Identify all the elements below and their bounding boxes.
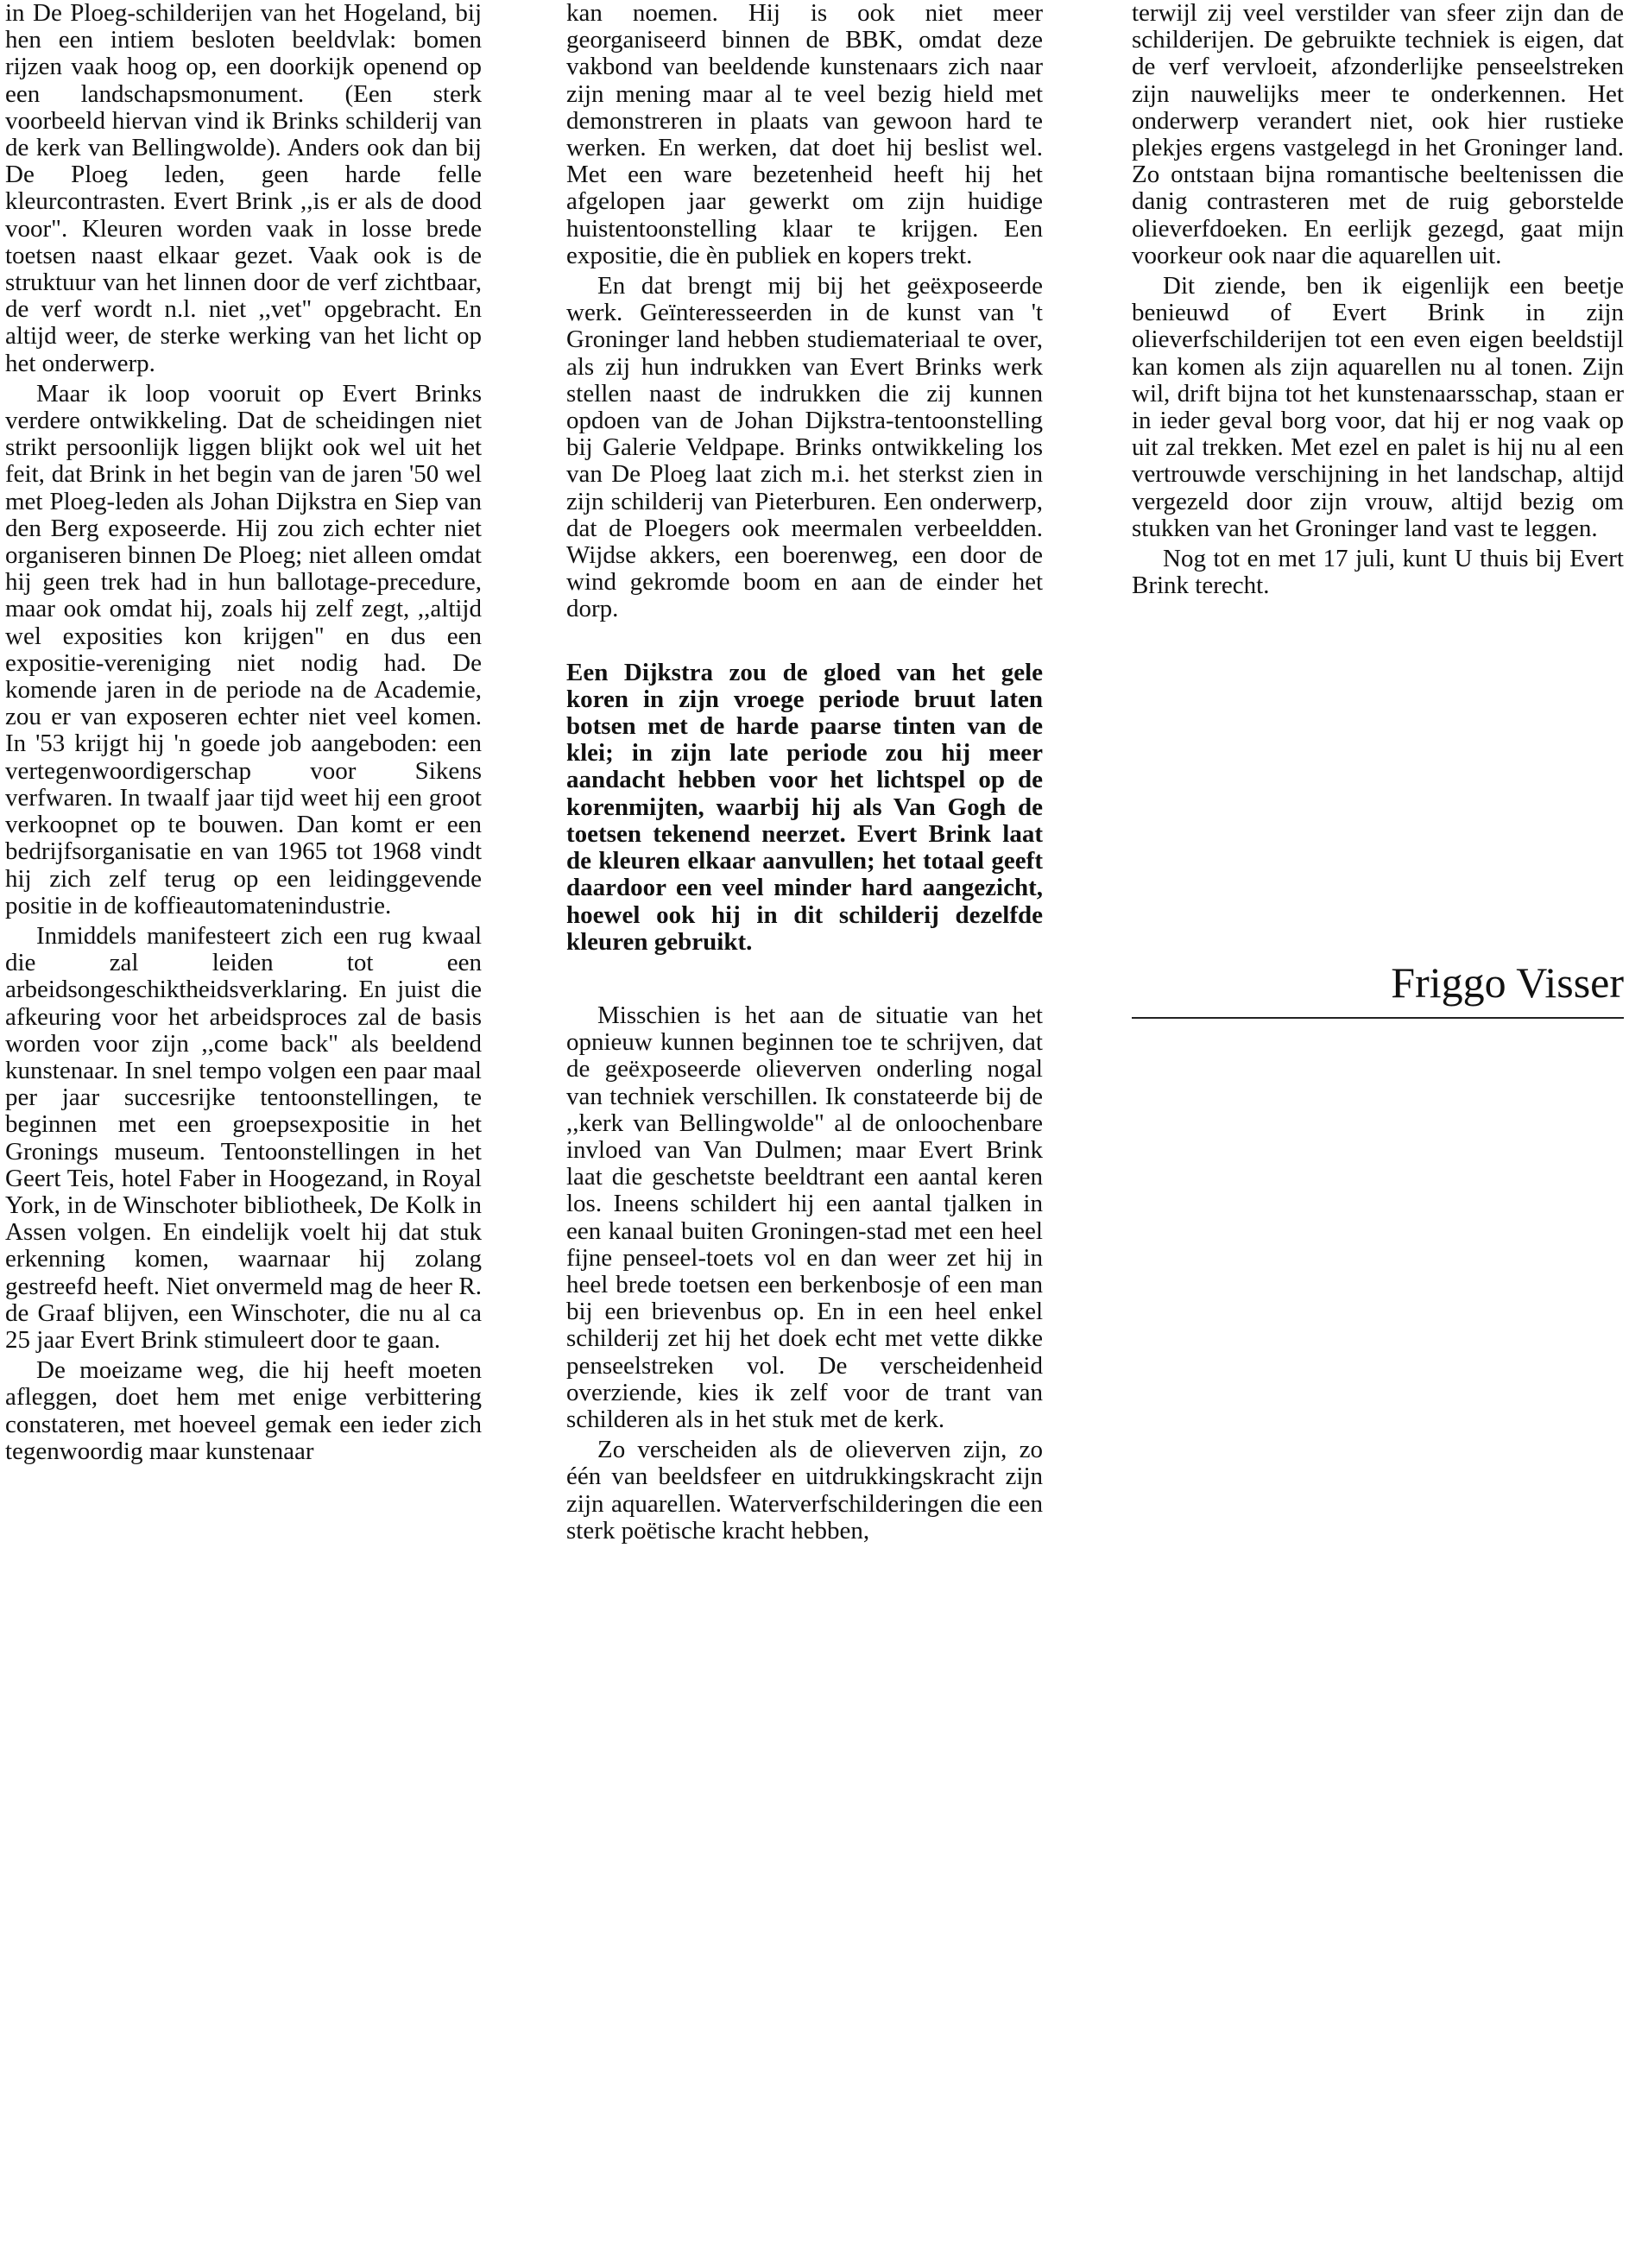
paragraph: in De Ploeg-schilderijen van het Hogeland, bij hen een intiem besloten beeldvlak: bomen rijzen vaak hoog op, een doorkijk openend op een landschapsmonument. (Een sterk voorbeeld hiervan vind ik Brinks schilderij van de kerk van Bellingwolde). Anders ook dan bij De Ploeg leden, geen harde felle kleurcontrasten. Evert Brink ,,is er als de dood voor". Kleuren worden vaak in losse brede toetsen naast elkaar gezet. Vaak ook is de struktuur van het linnen door de verf zichtbaar, de verf wordt n.l. niet ,,vet" opgebracht. En altijd weer, de sterke werking van het licht op het onderwerp. — [5, 0, 482, 377]
paragraph: Dit ziende, ben ik eigenlijk een beetje benieuwd of Evert Brink in zijn olieverfschilderijen tot een even eigen beeldstijl kan komen als zijn aquarellen nu al tonen. Zijn wil, drift bijna tot het kunstenaarsschap, staan er in ieder geval borg voor, dat hij er nog vaak op uit zal trekken. Met ezel en palet is hij nu al een vertrouwde verschijning in het landschap, altijd vergezeld door zijn vrouw, altijd bezig om stukken van het Groninger land vast te leggen. — [1132, 272, 1624, 542]
paragraph: kan noemen. Hij is ook niet meer georganiseerd binnen de BBK, omdat deze vakbond van beeldende kunstenaars zich naar zijn mening maar al te veel bezig hield met demonstreren in plaats van gewoon hard te werken. En werken, dat doet hij beslist wel. Met een ware bezetenheid heeft hij het afgelopen jaar gewerkt om zijn huidige huistentoonstelling klaar te krijgen. Een expositie, die èn publiek en kopers trekt. — [566, 0, 1043, 269]
bold-paragraph: Een Dijkstra zou de gloed van het gele koren in zijn vroege periode bruut laten botsen met de harde paarse tinten van de klei; in zijn late periode zou hij meer aandacht hebben voor het lichtspel op de korenmijten, waarbij hij als Van Gogh de toetsen tekenend neerzet. Evert Brink laat de kleuren elkaar aanvullen; het totaal geeft daardoor een veel minder hard aangezicht, hoewel ook hij in dit schilderij dezelfde kleuren gebruikt. — [566, 658, 1043, 956]
paragraph: Maar ik loop vooruit op Evert Brinks verdere ontwikkeling. Dat de scheidingen niet strikt persoonlijk liggen blijkt ook wel uit het feit, dat Brink in het begin van de jaren '50 wel met Ploeg-leden als Johan Dijkstra en Siep van den Berg exposeerde. Hij zou zich echter niet organiseren binnen De Ploeg; niet alleen omdat hij geen trek had in hun ballotage-precedure, maar ook omdat hij, zoals hij zelf zegt, ,,altijd wel exposities kon krijgen" en dus een expositie-vereniging niet nodig had. De komende jaren in de periode na de Academie, zou er van exposeren echter niet veel komen. In '53 krijgt hij 'n goede job aangeboden: een vertegenwoordigerschap voor Sikens verfwaren. In twaalf jaar tijd weet hij een groot verkoopnet op te bouwen. Dan komt er een bedrijfsorganisatie en van 1965 tot 1968 vindt hij zich zelf terug op een leidinggevende positie in de koffieautomatenindustrie. — [5, 379, 482, 919]
paragraph: Misschien is het aan de situatie van het opnieuw kunnen beginnen toe te schrijven, dat de geëxposeerde olieverven onderling nogal van techniek verschillen. Ik constateerde bij de ,,kerk van Bellingwolde" al de onloochenbare invloed van Van Dulmen; maar Evert Brink laat die geschetste beeldtrant een aantal keren los. Ineens schildert hij een aantal tjalken in een kanaal buiten Groningen-stad met een heel fijne penseel-toets vol en dan weer zet hij in heel brede toetsen een berkenbosje of een man bij een brievenbus op. En in een heel enkel schilderij zet hij het doek echt met vette dikke penseelstreken vol. De verscheidenheid overziende, kies ik zelf voor de trant van schilderen als in het stuk met de kerk. — [566, 1001, 1043, 1433]
author-signature: Friggo Visser — [1132, 955, 1624, 1019]
paragraph: En dat brengt mij bij het geëxposeerde werk. Geïnteresseerden in de kunst van 't Groninger land hebben studiemateriaal te over, als zij hun indrukken van Evert Brinks werk stellen naast de indrukken die zij kunnen opdoen van de Johan Dijkstra-tentoonstelling bij Galerie Veldpape. Brinks ontwikkeling los van De Ploeg laat zich m.i. het sterkst zien in zijn schilderij van Pieterburen. Een onderwerp, dat de Ploegers ook meermalen verbeeldden. Wijdse akkers, een boerenweg, een door de wind gekromde boom en aan de einder het dorp. — [566, 272, 1043, 623]
paragraph: De moeizame weg, die hij heeft moeten afleggen, doet hem met enige verbittering constateren, met hoeveel gemak een ieder zich tegenwoordig maar kunstenaar — [5, 1356, 482, 1465]
article-column-2 — [566, 0, 1043, 1548]
article-column-1 — [5, 0, 482, 1469]
paragraph: Nog tot en met 17 juli, kunt U thuis bij Evert Brink terecht. — [1132, 545, 1624, 600]
article-column-3 — [1132, 0, 1624, 603]
paragraph: Zo verscheiden als de olieverven zijn, zo één van beeldsfeer en uitdrukkingskracht zijn zijn aquarellen. Waterverfschilderingen die een sterk poëtische kracht hebben, — [566, 1436, 1043, 1545]
paragraph: Inmiddels manifesteert zich een rug kwaal die zal leiden tot een arbeidsongeschiktheidsverklaring. En juist die afkeuring voor het arbeidsproces zal de basis worden voor zijn ,,come back" als beeldend kunstenaar. In snel tempo volgen een paar maal per jaar succesrijke tentoonstellingen, te beginnen met een groepsexpositie in het Gronings museum. Tentoonstellingen in het Geert Teis, hotel Faber in Hoogezand, in Royal York, in de Winschoter bibliotheek, De Kolk in Assen volgen. En eindelijk voelt hij dat stuk erkenning komen, waarnaar hij zolang gestreefd heeft. Niet onvermeld mag de heer R. de Graaf blijven, een Winschoter, die nu al ca 25 jaar Evert Brink stimuleert door te gaan. — [5, 921, 482, 1354]
paragraph: terwijl zij veel verstilder van sfeer zijn dan de schilderijen. De gebruikte techniek is eigen, dat de verf vervloeit, afzonderlijke penseelstreken zijn nauwelijks meer te onderkennen. Het onderwerp verandert niet, ook hier rustieke plekjes ergens vastgelegd in het Groninger land. Zo ontstaan bijna romantische beeltenissen die danig contrasteren met de ruig geborstelde olieverfdoeken. En eerlijk gezegd, gaat mijn voorkeur ook naar die aquarellen uit. — [1132, 0, 1624, 269]
